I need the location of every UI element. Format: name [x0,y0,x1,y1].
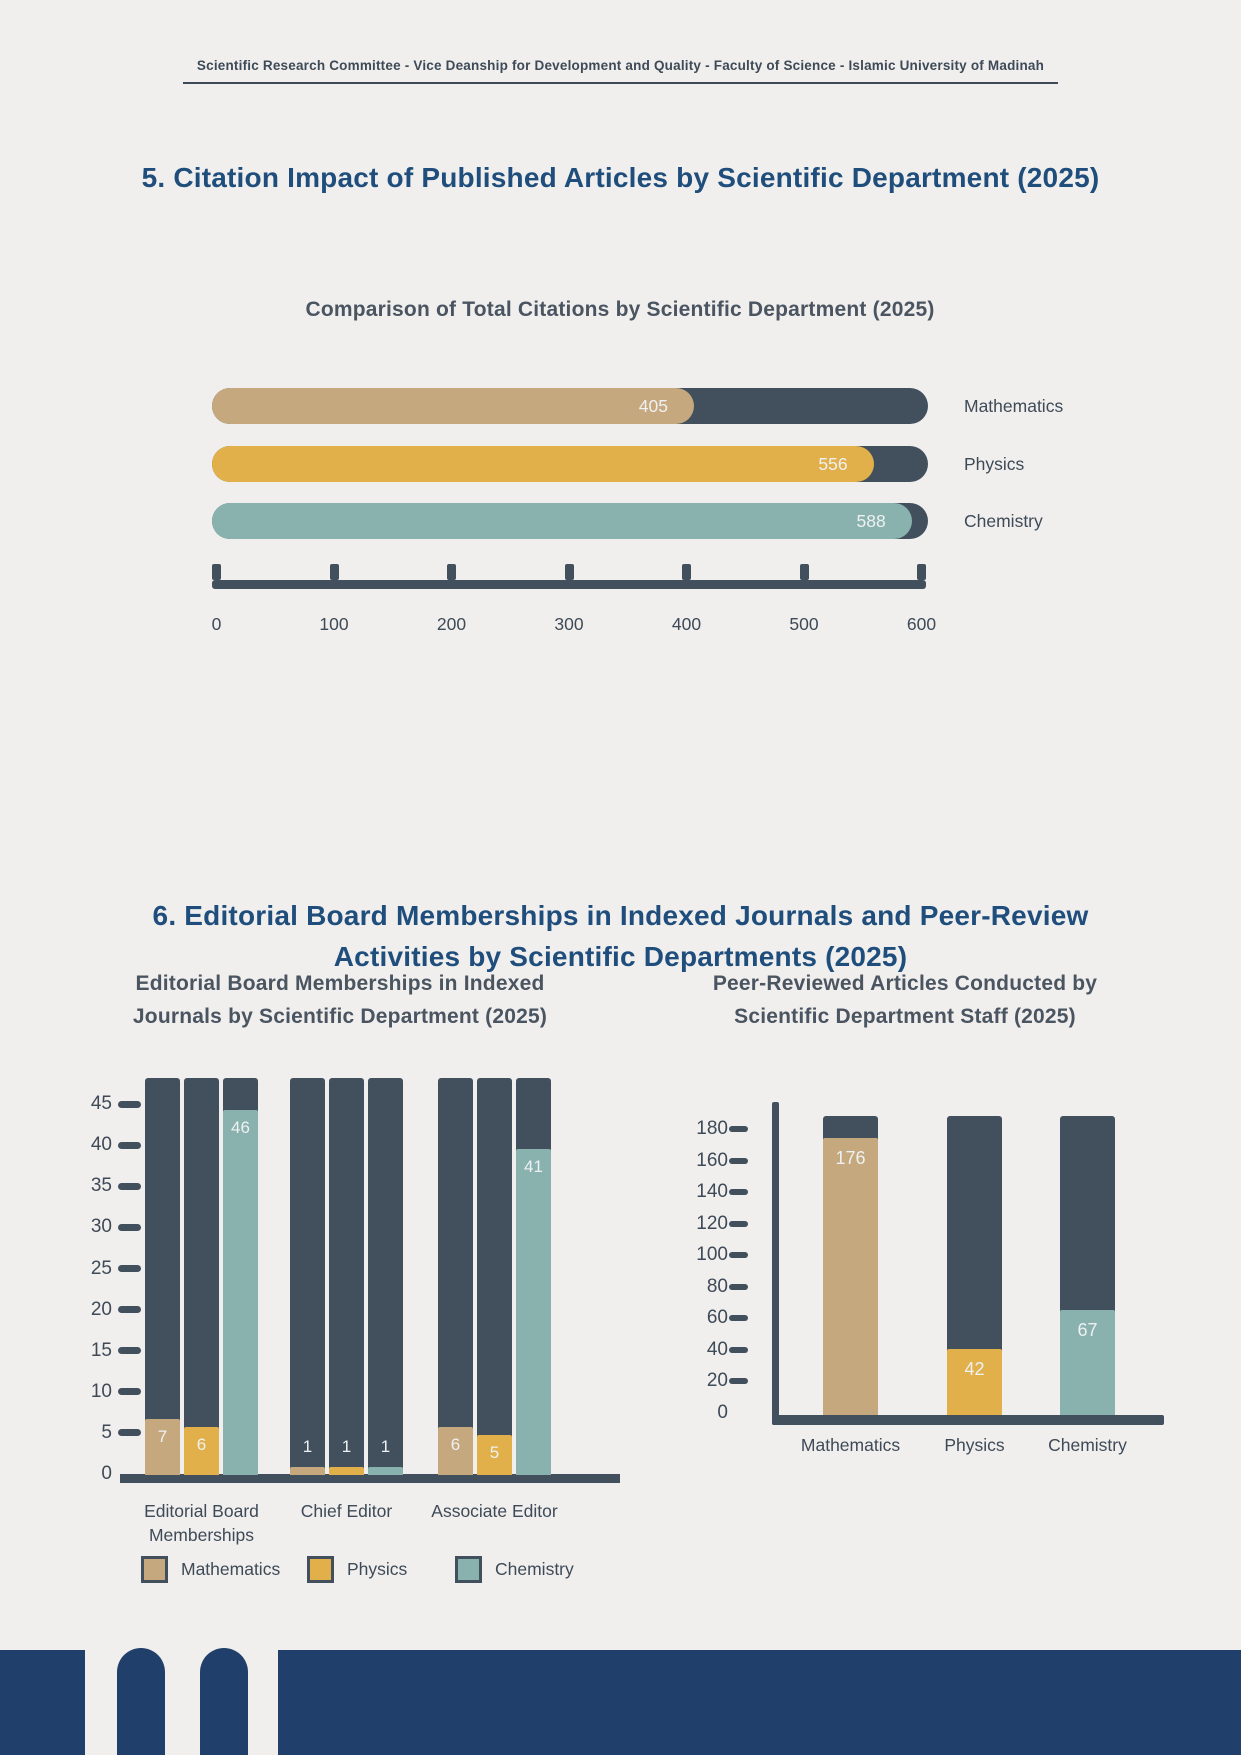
legend-label: Physics [347,1559,408,1579]
category-label: Mathematics [964,396,1064,416]
y-tick-label: 180 [696,1117,728,1139]
peer-review-chart-plot [650,960,1190,1520]
chart-title-line: Scientific Department Staff (2025) [734,1004,1076,1028]
y-tick-dash [118,1224,141,1231]
category-label: Physics [964,453,1025,474]
legend-swatch [141,1556,168,1583]
citations-chart-title: Comparison of Total Citations by Scientific Department (2025) [305,298,935,321]
bar-value-label: 1 [302,1437,313,1457]
bar-fill [212,388,694,424]
bar-value-label: 6 [196,1435,207,1455]
bar-fill [223,1110,258,1475]
bar-fill [212,446,874,482]
category-label: Chemistry [964,511,1043,531]
y-tick-label: 0 [717,1402,728,1423]
y-tick-dash [118,1388,141,1395]
y-tick-dash [729,1252,748,1258]
footer-left-block [0,1650,85,1755]
citations-chart-plot [190,290,1090,665]
y-tick-label: 40 [706,1338,728,1360]
footer-pillar-1 [117,1648,165,1755]
y-tick-label: 60 [706,1307,728,1329]
axis-tick-label: 500 [789,614,819,634]
bar-value-label: 176 [835,1148,866,1169]
bar-fill [212,503,912,539]
y-tick-dash [118,1142,141,1149]
citation-bar-row [212,388,1072,424]
y-tick-label: 30 [90,1216,112,1238]
section-5-title: 5. Citation Impact of Published Articles by Scientific Department (2025) [141,162,1100,193]
y-tick-label: 5 [101,1421,112,1443]
y-tick-dash [729,1221,748,1227]
y-tick-dash [118,1306,141,1313]
bar-track [329,1078,364,1475]
y-tick-label: 35 [90,1175,112,1197]
y-tick-dash [118,1101,141,1108]
y-tick-dash [729,1347,748,1353]
axis-tick [212,564,221,580]
y-tick-label: 25 [90,1257,112,1279]
bar-track [823,1116,878,1415]
y-tick-label: 15 [90,1339,112,1361]
bar-fill [516,1149,551,1475]
bar-fill [290,1467,325,1475]
y-tick-dash [118,1347,141,1354]
footer-pillar-2 [200,1648,248,1755]
y-tick-dash [729,1158,748,1164]
category-label: Chemistry [1048,1435,1127,1455]
y-tick-label: 20 [706,1370,728,1392]
section-6-title-line1: 6. Editorial Board Memberships in Indexed Journals and Peer-Review [152,900,1089,931]
bar-value-label: 41 [524,1157,543,1177]
bar-value-label: 1 [380,1437,391,1457]
axis-tick [800,564,809,580]
bar-value-label: 42 [964,1358,985,1379]
bar-track [516,1078,551,1475]
bar-value-label: 1 [341,1437,352,1457]
header-title: Scientific Research Committee - Vice Deanship for Development and Quality - Faculty of Science - Islamic University of Madinah [183,58,1058,84]
y-tick-dash [729,1284,748,1290]
bar-value-label: 7 [157,1427,168,1447]
bar-track [223,1078,258,1475]
y-tick-label: 100 [696,1244,728,1266]
bar-fill [329,1467,364,1475]
bar-track [1060,1116,1115,1415]
bar-track [145,1078,180,1475]
y-tick-label: 140 [696,1181,728,1203]
y-tick-label: 0 [101,1463,112,1484]
bar-value-label: 556 [818,453,848,474]
y-tick-label: 80 [706,1275,728,1297]
chart-title-line: Peer-Reviewed Articles Conducted by [712,972,1098,995]
axis-tick-label: 300 [554,614,584,634]
editorial-board-chart [60,960,680,1640]
axis-tick [447,564,456,580]
y-tick-dash [729,1189,748,1195]
citation-bar-row [212,503,1072,539]
y-tick-dash [118,1429,141,1436]
y-tick-label: 120 [696,1212,728,1234]
chart-title-line: Editorial Board Memberships in Indexed [135,972,545,995]
axis-tick [917,564,926,580]
y-tick-dash [118,1183,141,1190]
y-axis-line [772,1102,779,1425]
bar-fill [823,1138,878,1415]
section-6-title-line2: Activities by Scientific Departments (2025) [333,940,908,972]
axis-tick-label: 400 [671,614,702,634]
bar-track [477,1078,512,1475]
x-axis-line [120,1474,620,1483]
axis-tick-label: 100 [319,614,349,634]
y-tick-dash [118,1265,141,1272]
bar-track [184,1078,219,1475]
y-tick-label: 40 [90,1134,112,1156]
bar-track [212,388,928,424]
category-label: Chief Editor [300,1501,393,1521]
legend-swatch [307,1556,334,1583]
y-tick-dash [729,1378,748,1384]
bar-value-label: 67 [1077,1319,1098,1340]
bar-track [212,503,928,539]
chart-title-line: Journals by Scientific Department (2025) [132,1004,548,1028]
y-tick-label: 160 [696,1149,728,1171]
y-tick-label: 20 [90,1298,112,1320]
bar-value-label: 5 [489,1443,500,1463]
y-tick-label: 45 [90,1093,112,1115]
bar-value-label: 46 [231,1117,250,1137]
citation-bar-row [212,446,1072,482]
bar-track [947,1116,1002,1415]
axis-tick [565,564,574,580]
bar-track [438,1078,473,1475]
bar-value-label: 588 [856,511,886,531]
citations-chart [190,290,1090,665]
axis-tick-label: 600 [906,614,937,634]
category-label: Associate Editor [431,1501,558,1521]
axis-tick [682,564,691,580]
category-label: Physics [944,1435,1005,1455]
axis-tick-label: 0 [211,614,222,634]
page-header [0,57,1241,84]
bar-value-label: 6 [450,1435,461,1455]
category-label: Mathematics [800,1435,901,1455]
bar-fill [368,1467,403,1475]
peer-review-chart [650,960,1190,1520]
legend-label: Mathematics [181,1559,281,1579]
y-tick-dash [729,1126,748,1132]
category-label: Editorial Board Memberships [144,1501,259,1545]
bar-track [368,1078,403,1475]
y-tick-label: 10 [90,1380,112,1402]
footer-right-block [278,1650,1241,1755]
x-axis-line [772,1415,1164,1425]
legend-label: Chemistry [495,1559,574,1579]
axis-tick-label: 200 [436,614,467,634]
bar-track [212,446,928,482]
y-tick-dash [729,1315,748,1321]
editorial-chart-plot [60,960,680,1640]
bar-value-label: 405 [638,396,668,416]
legend-swatch [455,1556,482,1583]
bar-track [290,1078,325,1475]
axis-tick [330,564,339,580]
x-axis-line [212,580,926,589]
